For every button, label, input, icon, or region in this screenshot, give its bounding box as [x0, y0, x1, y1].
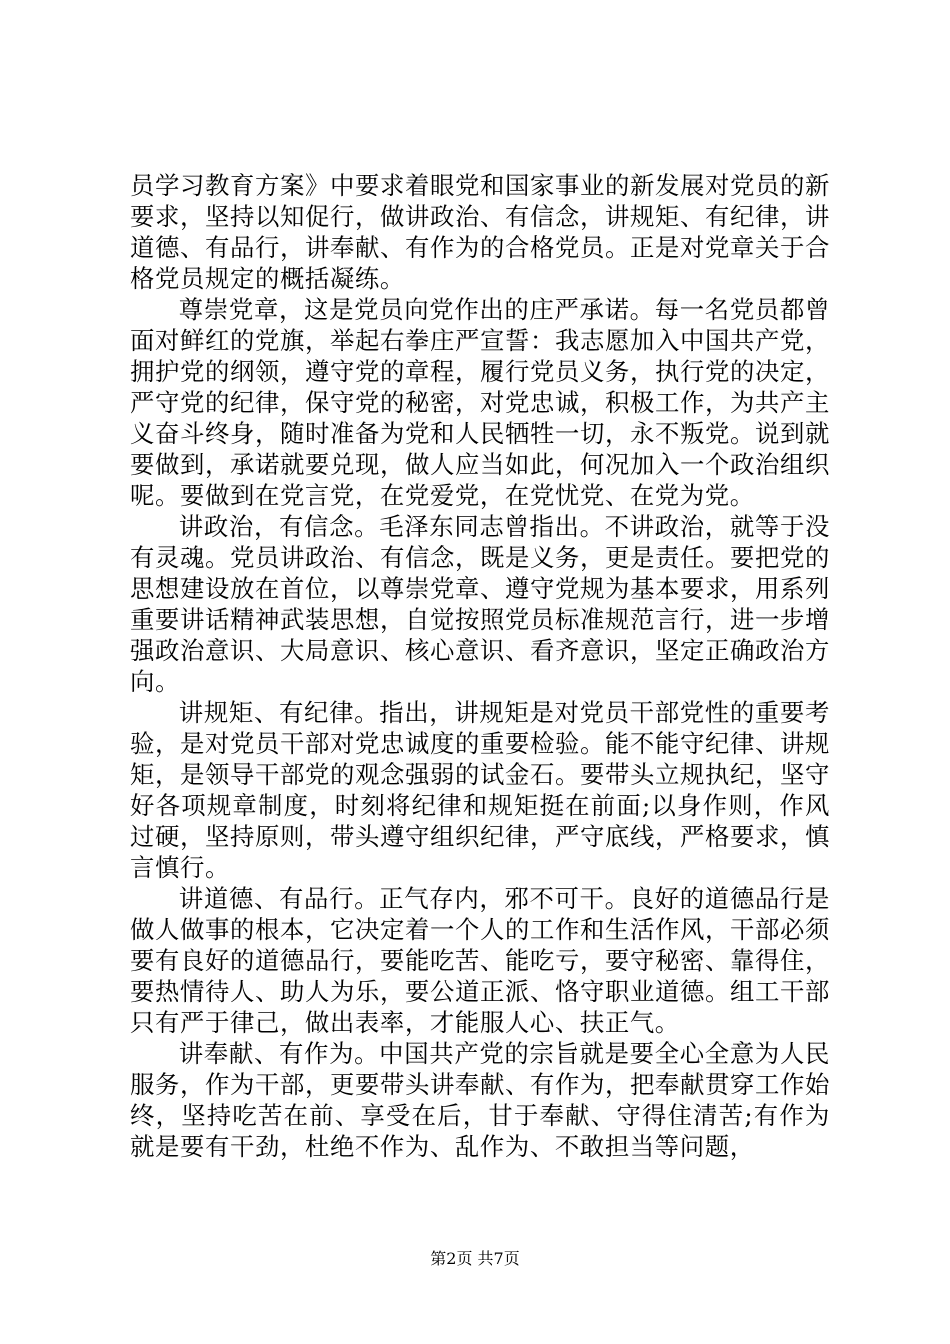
paragraph-politics-belief: 讲政治，有信念。毛泽东同志曾指出。不讲政治，就等于没有灵魂。党员讲政治、有信念，既是义务，更是责任。要把党的思想建设放在首位，以尊崇党章、遵守党规为基本要求，用系列重要讲话精神武装思想，自觉按照党员标准规范言行，进一步增强政治意识、大局意识、核心意识、看齐意识，坚定正确政治方向。 [130, 512, 830, 696]
paragraph-intro: 员学习教育方案》中要求着眼党和国家事业的新发展对党员的新要求，坚持以知促行，做讲政治、有信念，讲规矩、有纪律，讲道德、有品行，讲奉献、有作为的合格党员。正是对党章关于合格党员规定的概括凝练。 [130, 171, 830, 293]
paragraph-dedication-action: 讲奉献、有作为。中国共产党的宗旨就是要全心全意为人民服务，作为干部，更要带头讲奉献、有作为，把奉献贯穿工作始终，坚持吃苦在前、享受在后，甘于奉献、守得住清苦;有作为就是要有干劲，杜绝不作为、乱作为、不敢担当等问题， [130, 1039, 830, 1161]
document-body [130, 170, 830, 1162]
page-number-footer: 第2页 共7页 [430, 1249, 520, 1268]
paragraph-morality-conduct: 讲道德、有品行。正气存内，邪不可干。良好的道德品行是做人做事的根本，它决定着一个人的工作和生活作风，干部必须要有良好的道德品行，要能吃苦、能吃亏，要守秘密、靠得住，要热情待人、助人为乐，要公道正派、恪守职业道德。组工干部只有严于律己，做出表率，才能服人心、扶正气。 [130, 884, 830, 1037]
paragraph-respect-party-constitution: 尊崇党章，这是党员向党作出的庄严承诺。每一名党员都曾面对鲜红的党旗，举起右拳庄严宣誓：我志愿加入中国共产党，拥护党的纲领，遵守党的章程，履行党员义务，执行党的决定，严守党的纪律，保守党的秘密，对党忠诚，积极工作，为共产主义奋斗终身，随时准备为党和人民牺牲一切，永不叛党。说到就要做到，承诺就要兑现，做人应当如此，何况加入一个政治组织呢。要做到在党言党，在党爱党，在党忧党、在党为党。 [130, 295, 830, 510]
paragraph-rules-discipline: 讲规矩、有纪律。指出，讲规矩是对党员干部党性的重要考验，是对党员干部对党忠诚度的重要检验。能不能守纪律、讲规矩，是领导干部党的观念强弱的试金石。要带头立规执纪，坚守好各项规章制度，时刻将纪律和规矩挺在前面;以身作则，作风过硬，坚持原则，带头遵守组织纪律，严守底线，严格要求，慎言慎行。 [130, 698, 830, 882]
